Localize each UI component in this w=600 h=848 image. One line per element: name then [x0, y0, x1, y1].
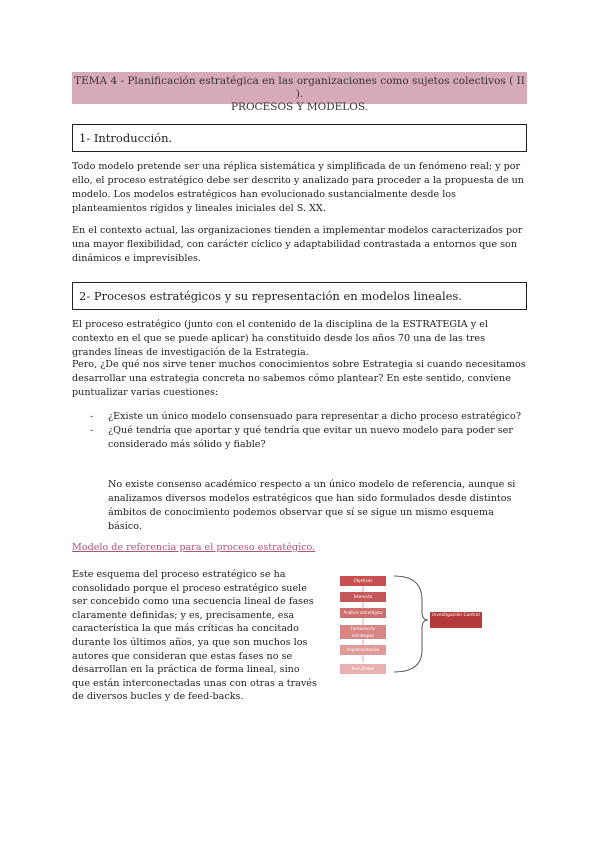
section-2-paragraph-3: No existe consenso académico respecto a un único modelo de referencia, aunque si analizamos diversos modelos estratégicos que han sido formulados desde distintos ámbitos de conocimiento podemos observar que sí se sigue un mismo esquema básico.	[108, 479, 516, 532]
title-line-1: TEMA 4 - Planificación estratégica en las organizaciones como sujetos colectivos ( II ).	[74, 75, 525, 100]
step-intencion: Intención	[340, 592, 386, 602]
reference-paragraph: Este esquema del proceso estratégico se ha consolidado porque el proceso estratégico suele ser concebido como una secuencia lineal de fases claramente definidas; y es, precisamente, esa característica la que más críticas ha concitado durante los últimos años, ya que son muchos los autores que consideran que estas fases no se desarrollan en la práctica de forma lineal, sino que están interconectadas unas con otras a través de diversos bucles y de feed-backs.	[72, 569, 317, 703]
section-2-paragraph-2: Pero, ¿De qué nos sirve tener muchos conocimientos sobre Estrategia si cuando necesitamos desarrollar una estrategia concreta no sabemos cómo plantear? En este sentido, conviene puntualizar varias cuestiones:	[72, 359, 526, 398]
list-item: - ¿Existe un único modelo consensuado para representar a dicho proceso estratégico?	[90, 410, 530, 424]
step-objetivos: Objetivos	[340, 576, 386, 586]
step-implementacion: Implementación	[340, 645, 386, 655]
step-resultados: Resultados	[340, 664, 386, 674]
section-2-heading: 2- Procesos estratégicos y su representación en modelos lineales.	[72, 282, 527, 310]
reference-model-link[interactable]: Modelo de referencia para el proceso estratégico.	[72, 542, 316, 553]
strategic-process-diagram	[336, 570, 526, 680]
section-2-paragraph-1: El proceso estratégico (junto con el contenido de la disciplina de la ESTRATEGIA y el contexto en el que se puede aplicar) ha constituido desde los años 70 una de las tres grandes líneas de investigación de la Estrategia.	[72, 319, 488, 358]
step-analisis: Análisis estratégico	[340, 608, 386, 618]
questions-list	[90, 410, 530, 452]
list-item: - ¿Qué tendría que aportar y qué tendría que evitar un nuevo modelo para poder ser considerado más sólido y fiable?	[90, 424, 530, 452]
bracket-line	[394, 576, 428, 672]
document-title	[72, 72, 527, 113]
title-line-2: PROCESOS Y MODELOS.	[230, 101, 369, 113]
investigacion-control-box: Investigación Control	[430, 612, 482, 628]
step-formulacion: Formulación estrategias	[340, 625, 386, 639]
intro-paragraph-1: Todo modelo pretende ser una réplica sistemática y simplificada de un fenómeno real; y por ello, el proceso estratégico debe ser descrito y analizado para proceder a la propuesta de un modelo. Los modelos estratégicos han evolucionado sustancialmente desde los planteamientos rígidos y lineales iniciales del S. XX.	[72, 161, 524, 214]
section-1-heading: 1- Introducción.	[72, 124, 527, 152]
intro-paragraph-2: En el contexto actual, las organizaciones tienden a implementar modelos caracterizados por una mayor flexibilidad, con carácter cíclico y adaptabilidad contrastada a entornos que son dinámicos e imprevisibles.	[72, 225, 523, 264]
